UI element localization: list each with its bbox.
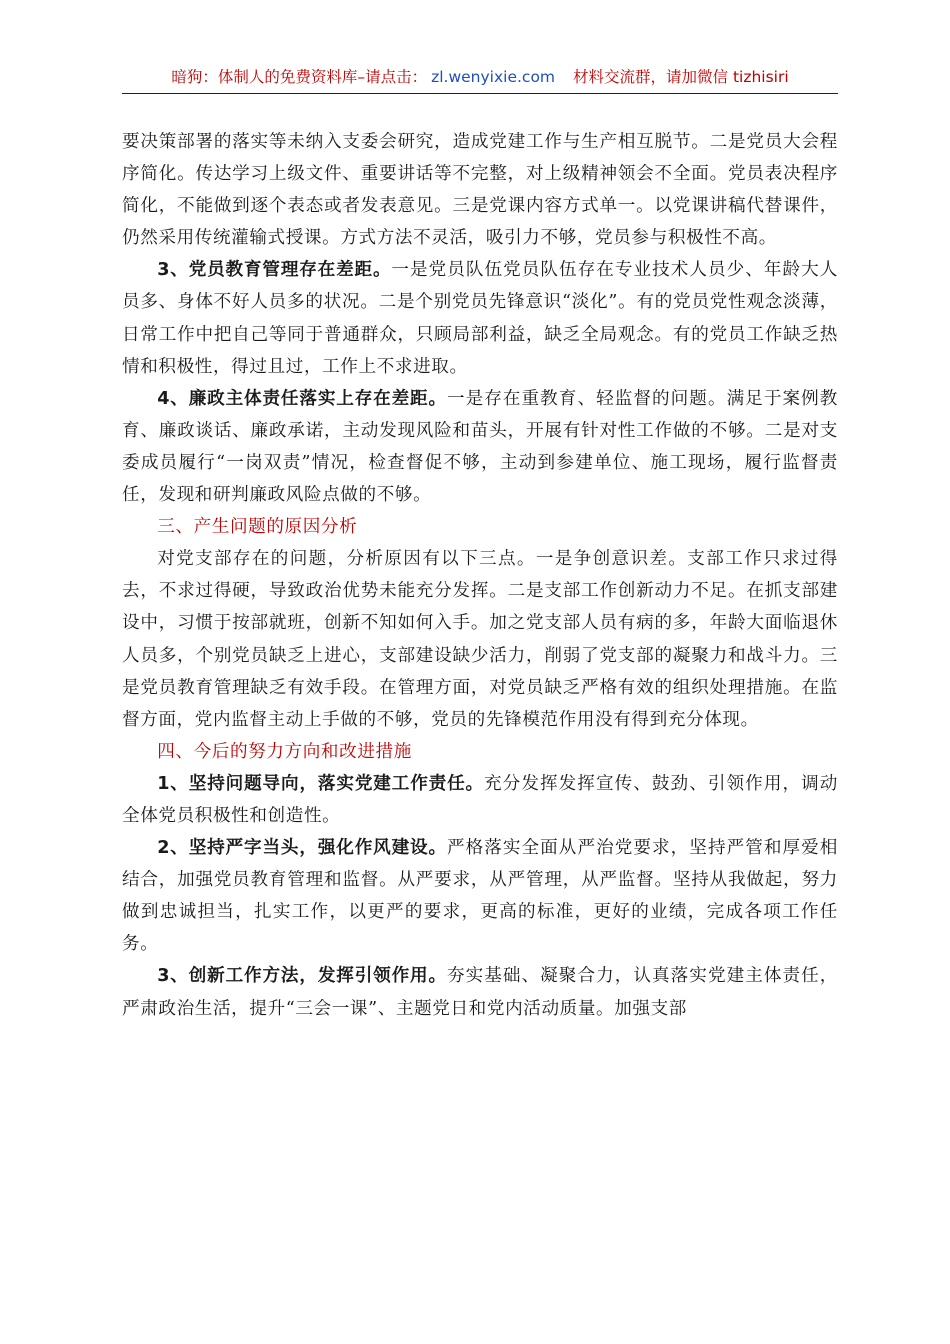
page-header (122, 66, 838, 88)
body-paragraph (122, 383, 838, 511)
paragraph-lead: 4、廉政主体责任落实上存在差距。 (157, 388, 447, 409)
paragraph-text: 充分发挥发挥宣传、鼓劲、引领作用，调动全体党员积极性和创造性。 (122, 773, 838, 826)
paragraph-text: 对党支部存在的问题，分析原因有以下三点。一是争创意识差。支部工作只求过得去，不求过得硬，导致政治优势未能充分发挥。二是支部工作创新动力不足。在抓支部建设中，习惯于按部就班，创新不知如何入手。加之党支部人员有病的多，年龄大面临退休人员多，个别党员缺乏上进心，支部建设缺少活力，削弱了党支部的凝聚力和战斗力。三是党员教育管理缺乏有效手段。在管理方面，对党员缺乏严格有效的组织处理措施。在监督方面，党内监督主动上手做的不够，党员的先锋模范作用没有得到充分体现。 (122, 549, 838, 730)
paragraph-lead: 1、坚持问题导向，落实党建工作责任。 (157, 773, 485, 794)
body-paragraph (122, 960, 838, 1024)
body-paragraph (122, 832, 838, 960)
header-link[interactable]: zl.wenyixie.com (431, 68, 556, 86)
section-heading: 三、产生问题的原因分析 (157, 517, 358, 538)
header-divider (122, 93, 838, 94)
paragraph-text: 要决策部署的落实等未纳入支委会研究，造成党建工作与生产相互脱节。二是党员大会程序简化。传达学习上级文件、重要讲话等不完整，对上级精神领会不全面。党员表决程序简化，不能做到逐个表态或者发表意见。三是党课内容方式单一。以党课讲稿代替课件，仍然采用传统灌输式授课。方式方法不灵活，吸引力不够，党员参与积极性不高。 (122, 132, 838, 249)
paragraph-text: 一是党员队伍党员队伍存在专业技术人员少、年龄大人员多、身体不好人员多的状况。二是个别党员先锋意识“淡化”。有的党员党性观念淡薄，日常工作中把自己等同于普通群众，只顾局部利益，缺乏全局观念。有的党员工作缺乏热情和积极性，得过且过，工作上不求进取。 (122, 260, 838, 377)
header-separator: –请点击： (357, 68, 428, 86)
body-paragraph (122, 254, 838, 382)
paragraph-text: 夯实基础、凝聚合力，认真落实党建主体责任，严肃政治生活，提升“三会一课”、主题党日和党内活动质量。加强支部 (122, 966, 838, 1019)
document-body (122, 126, 838, 1025)
section-heading: 四、今后的努力方向和改进措施 (157, 741, 412, 762)
header-wechat: 材料交流群，请加微信 tizhisiri (573, 68, 789, 86)
body-paragraph (122, 126, 838, 254)
header-brand: 暗狗：体制人的免费资料库 (171, 68, 358, 86)
paragraph-text: 严格落实全面从严治党要求，坚持严管和厚爱相结合，加强党员教育管理和监督。从严要求，从严管理，从严监督。坚持从我做起，努力做到忠诚担当，扎实工作，以更严的要求，更高的标准，更好的业绩，完成各项工作任务。 (122, 838, 838, 955)
body-paragraph (122, 543, 838, 736)
body-paragraph (122, 768, 838, 832)
paragraph-lead: 3、创新工作方法，发挥引领作用。 (157, 966, 447, 987)
paragraph-text: 一是存在重教育、轻监督的问题。满足于案例教育、廉政谈话、廉政承诺，主动发现风险和苗头，开展有针对性工作做的不够。二是对支委成员履行“一岗双责”情况，检查督促不够，主动到参建单位、施工现场，履行监督责任，发现和研判廉政风险点做的不够。 (122, 388, 838, 506)
paragraph-lead: 3、党员教育管理存在差距。 (157, 260, 392, 281)
paragraph-lead: 2、坚持严字当头，强化作风建设。 (157, 838, 447, 859)
